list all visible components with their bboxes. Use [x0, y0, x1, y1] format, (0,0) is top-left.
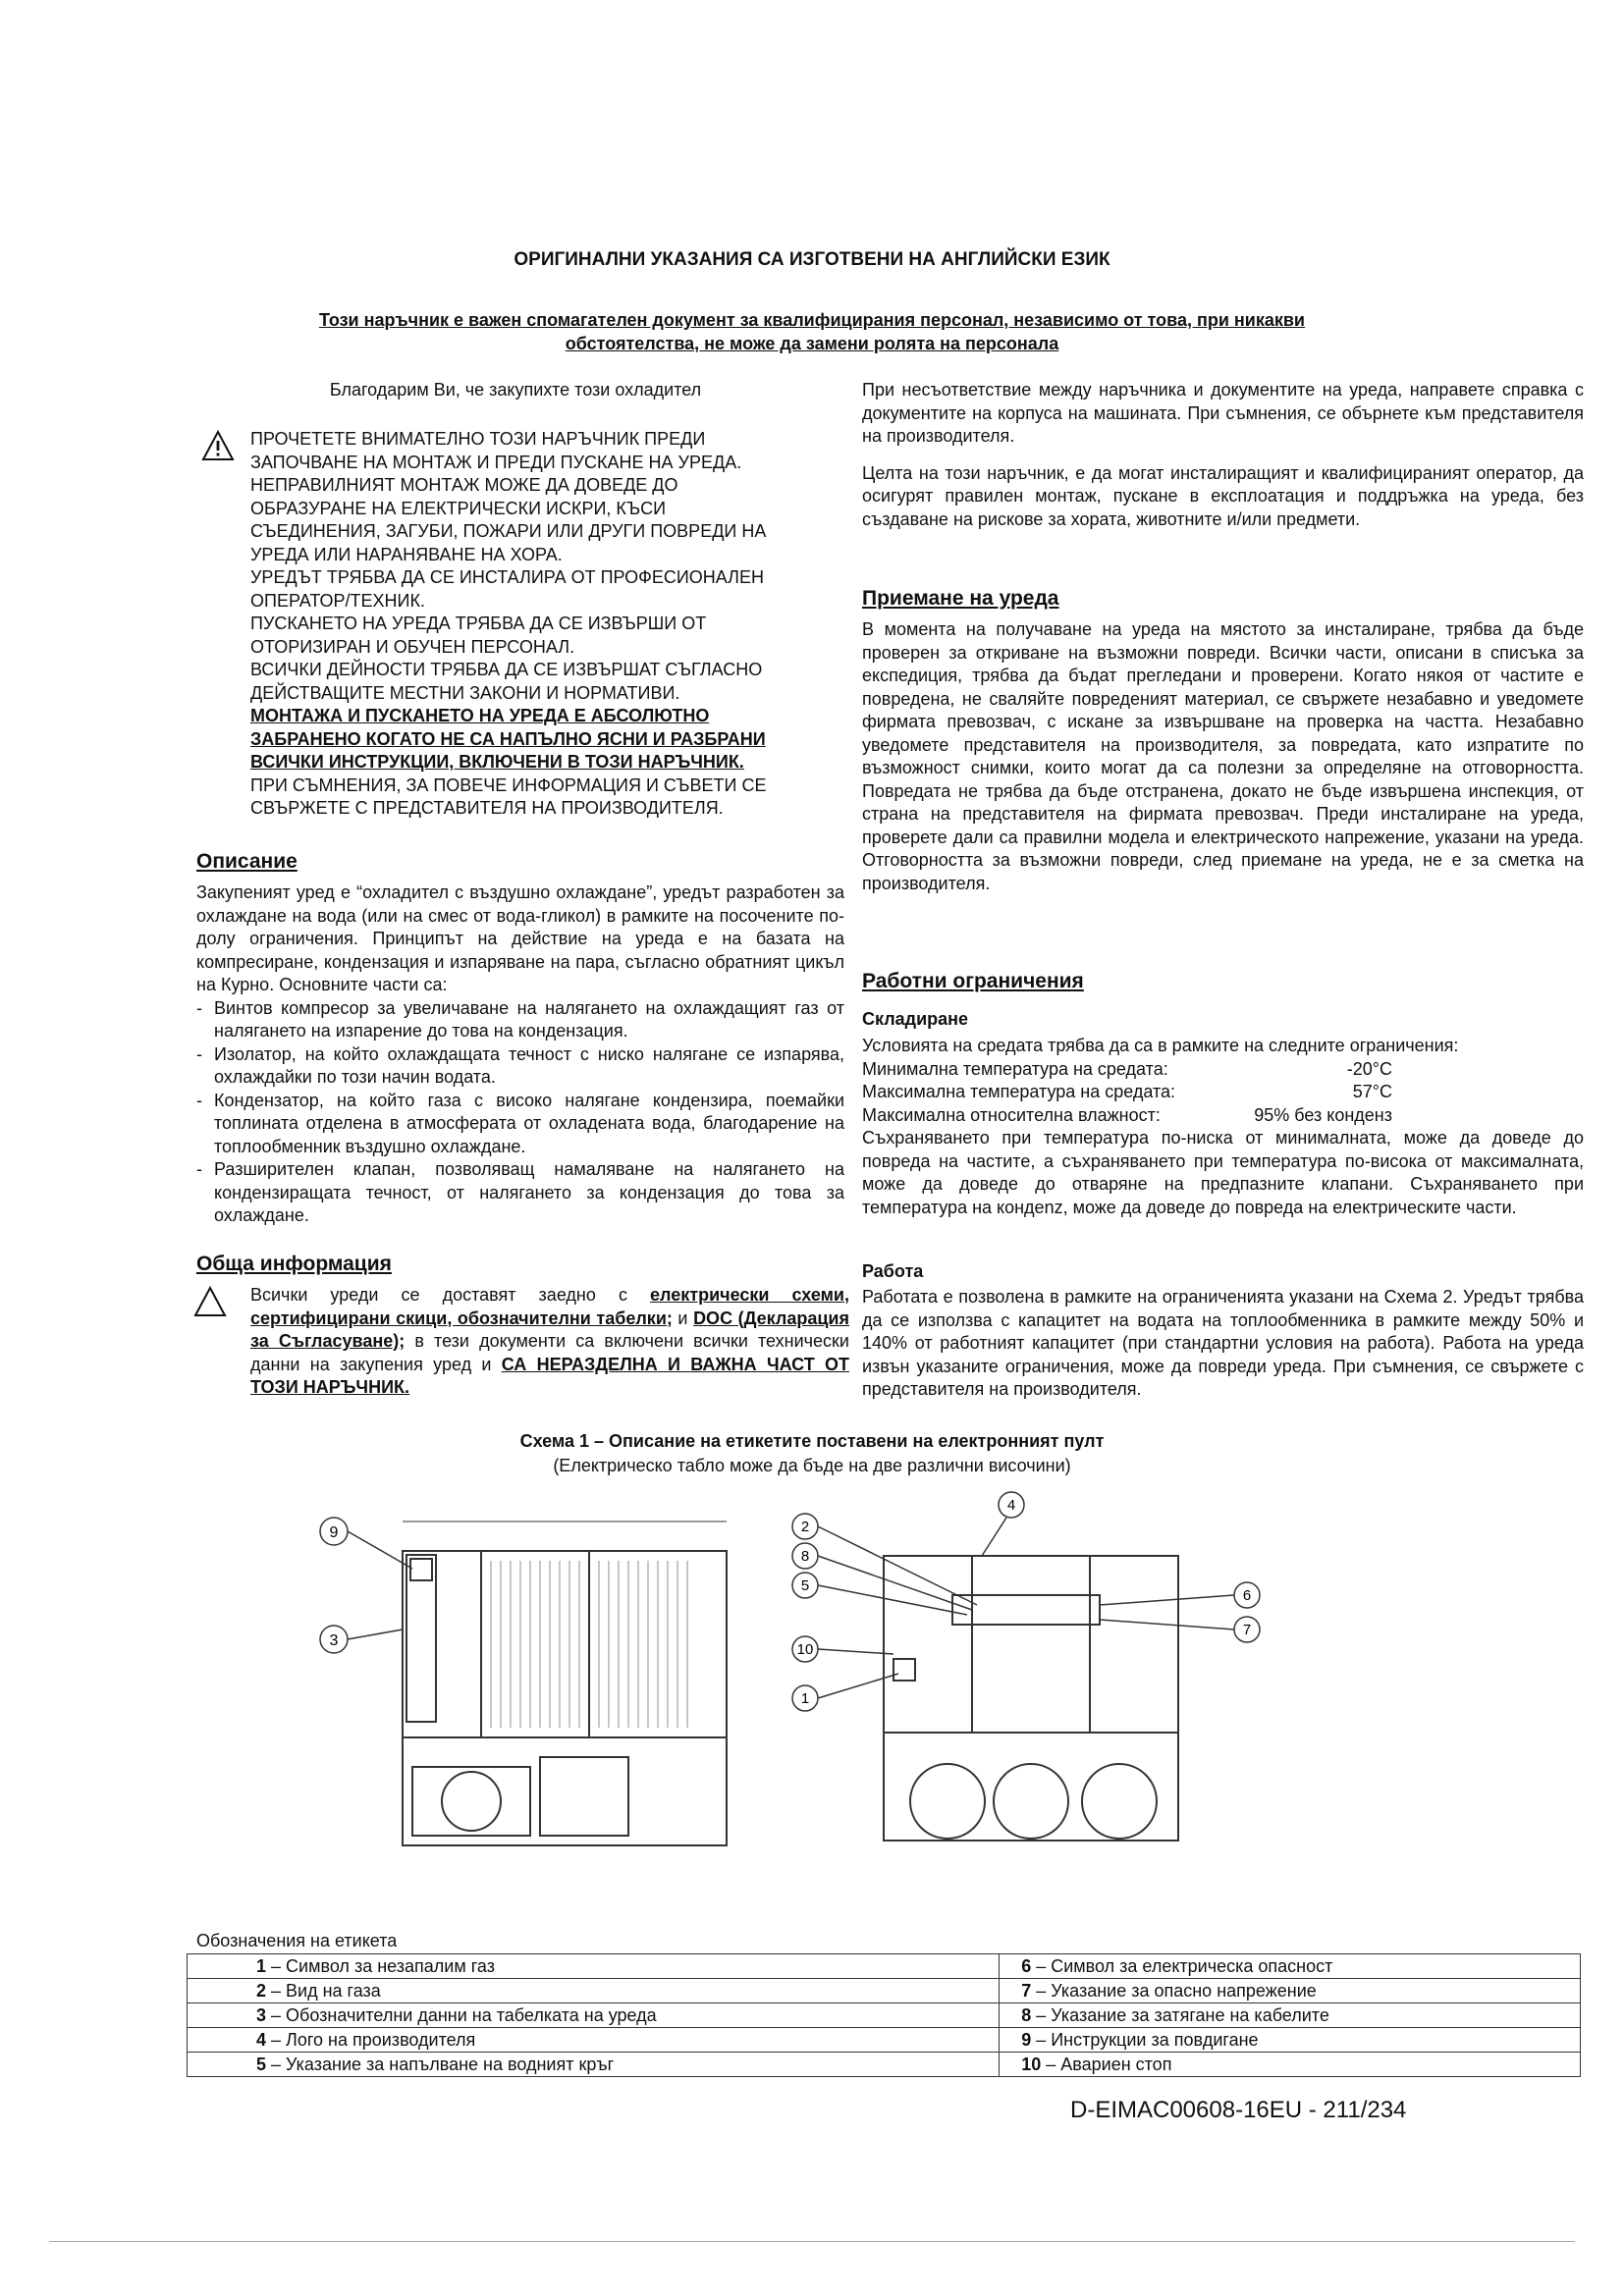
- intro-paragraph-1: При несъответствие между наръчника и документите на уреда, направете справка с документите на корпуса на машината. При съмнения, се обърнете към представителя на производителя.: [862, 380, 1584, 446]
- condition-label: Минимална температура на средата:: [862, 1058, 1168, 1079]
- table-cell: 4 – Лого на производителя: [188, 2028, 1000, 2053]
- callout-label: 5: [800, 1577, 810, 1594]
- description-heading: Описание: [196, 850, 298, 873]
- legend-text: Указание за напълване на водният кръг: [286, 2054, 615, 2074]
- general-doc-declaration: DOC (Декларация за Съгласуване);: [250, 1308, 849, 1351]
- legend-number: 9: [1021, 2029, 1032, 2050]
- callout-label: 6: [1242, 1587, 1252, 1604]
- condition-value: 95% без конденз: [1254, 1104, 1392, 1125]
- warning-line: УРЕДЪТ ТРЯБВА ДА СЕ ИНСТАЛИРА ОТ ПРОФЕСИОНАЛЕН: [250, 567, 765, 587]
- warning-line: ВСИЧКИ ДЕЙНОСТИ ТРЯБВА ДА СЕ ИЗВЪРШАТ СЪГЛАСНО: [250, 660, 763, 679]
- table-cell: 3 – Обозначителни данни на табелката на уреда: [188, 2003, 1000, 2028]
- figure-title: Схема 1 – Описание на етикетите поставени на електронният пулт: [519, 1431, 1105, 1451]
- condition-label: Максимална температура на средата:: [862, 1082, 1176, 1101]
- list-item: - Изолатор, на който охлаждащата течност с ниско налягане се изпарява, охлаждайки по този начин водата.: [196, 1043, 844, 1090]
- page-footer-code: D-EIMAC00608-16EU - 211/234: [1070, 2097, 1407, 2123]
- legend-number: 10: [1021, 2054, 1042, 2074]
- list-item: - Разширителен клапан, позволяващ намаляване на налягането на кондензиращата течност, от налягането за кондензация до това за охлаждане.: [196, 1158, 844, 1228]
- document-title: ОРИГИНАЛНИ УКАЗАНИЯ СА ИЗГОТВЕНИ НА АНГЛИЙСКИ ЕЗИК: [514, 249, 1110, 270]
- callout-label: 9: [329, 1524, 339, 1541]
- conditions-list: [862, 1058, 1392, 1128]
- warning-bold-line: ЗАБРАНЕНО КОГАТО НЕ СА НАПЪЛНО ЯСНИ И РАЗБРАНИ: [250, 728, 766, 749]
- legend-number: 3: [256, 2004, 267, 2025]
- warning-line: ОПЕРАТОР/ТЕХНИК.: [250, 590, 425, 611]
- legend-number: 7: [1021, 1980, 1032, 2001]
- warning-icon: [201, 430, 235, 461]
- warning-tail-line: ПРИ СЪМНЕНИЯ, ЗА ПОВЕЧЕ ИНФОРМАЦИЯ И СЪВЕТИ СЕ: [250, 774, 767, 795]
- warning-bold-line: МОНТАЖА И ПУСКАНЕТО НА УРЕДА Е АБСОЛЮТНО: [250, 706, 710, 725]
- callout-label: 2: [800, 1519, 810, 1535]
- general-important-note: СА НЕРАЗДЕЛНА И ВАЖНА ЧАСТ ОТ ТОЗИ НАРЪЧНИК.: [250, 1354, 849, 1397]
- unit-front-view-drawing: [776, 1487, 1286, 1870]
- table-row: [188, 2053, 1581, 2077]
- operation-section: [862, 1286, 1584, 1402]
- table-cell: 7 – Указание за опасно напрежение: [1000, 1979, 1581, 2003]
- table-cell: 1 – Символ за незапалим газ: [188, 1954, 1000, 1979]
- description-section: [196, 881, 844, 1228]
- condition-label: Максимална относителна влажност:: [862, 1104, 1161, 1125]
- warning-line: ПРОЧЕТЕТЕ ВНИМАТЕЛНО ТОЗИ НАРЪЧНИК ПРЕДИ: [250, 429, 706, 449]
- legend-text: Указание за опасно напрежение: [1051, 1980, 1317, 2001]
- receipt-paragraph: В момента на получаване на уреда на мястото за инсталиране, трябва да бъде проверен за откриване на възможни повреди. Всички части, описани в списъка за експедиция, трябва да бъдат прегледани и проверени. Когато някоя от частите е повредена, не сваляйте повреденият материал, се свържете незабавно и уведомете фирмата превозвач, с искане за извършване на проверка на частта. Незабавно уведомете представителя на производителя, за повредата, като изпратите по възможност снимки, които могат да са полезни за определяне на отговорността. Повредата не трябва да бъде отстранена, докато не бъде извършена инспекция, от страна на представителя на фирмата превозвач. Преди инсталиране на уреда, проверете дали са правилни модела и електрическото напрежение, указани на уреда. Отговорността за възможни повреди, след приемане на уреда, не е за сметка на производителя.: [862, 619, 1584, 893]
- operation-heading: Работа: [862, 1261, 924, 1281]
- warning-tail-line: СВЪРЖЕТЕ С ПРЕДСТАВИТЕЛЯ НА ПРОИЗВОДИТЕЛЯ.: [250, 798, 724, 818]
- condition-value: 57°C: [1352, 1082, 1392, 1101]
- general-info-text: [250, 1284, 849, 1400]
- warning-line: ЗАПОЧВАНЕ НА МОНТАЖ И ПРЕДИ ПУСКАНЕ НА УРЕДА.: [250, 452, 742, 472]
- right-intro: [862, 379, 1584, 531]
- condition-value: -20°C: [1346, 1058, 1392, 1079]
- general-text-part: и: [672, 1308, 694, 1328]
- operation-text: Работата е позволена в рамките на ограниченията указани на Схема 2. Уредът трябва да се използва с капацитет на водата на топлообменника в рамките между 50% и 140% от работният капацитет (при стандартни условия на работа). Работа на уреда извън указаните ограничения, може да повреди уреда. При съмнения, се свържете с представителя на производителя.: [862, 1287, 1584, 1399]
- table-cell: 8 – Указание за затягане на кабелите: [1000, 2003, 1581, 2028]
- table-row: [188, 1954, 1581, 1979]
- table-row: [188, 2003, 1581, 2028]
- thanks-text: Благодарим Ви, че закупихте този охладител: [329, 380, 702, 400]
- footer-divider: [49, 2241, 1575, 2242]
- storage-text: Съхраняването при температура по-ниска от минималната, може да доведе до повреда на частите, а съхраняването при температура по-висока от максималната, може да доведе до отваряне на предпазните клапани. Съхраняването при температура на кондenz, може да доведе до повреда на електрическите части.: [862, 1128, 1584, 1217]
- table-cell: 9 – Инструкции за повдигане: [1000, 2028, 1581, 2053]
- figure-subtitle: (Електрическо табло може да бъде на две различни височини): [553, 1456, 1071, 1475]
- storage-heading: Складиране: [862, 1009, 969, 1029]
- warning-line: СЪЕДИНЕНИЯ, ЗАГУБИ, ПОЖАРИ ИЛИ ДРУГИ ПОВРЕДИ НА: [250, 521, 767, 541]
- document-subtitle-line2: обстоятелства, не може да замени ролята на персонала: [565, 334, 1059, 353]
- legend-text: Инструкции за повдигане: [1051, 2029, 1259, 2050]
- table-cell: 5 – Указание за напълване на водният кръг: [188, 2053, 1000, 2077]
- legend-text: Символ за незапалим газ: [286, 1955, 495, 1976]
- warning-line: НЕПРАВИЛНИЯТ МОНТАЖ МОЖЕ ДА ДОВЕДЕ ДО: [250, 475, 678, 495]
- legend-text: Указание за затягане на кабелите: [1051, 2004, 1329, 2025]
- document-subtitle-line1: Този наръчник е важен спомагателен документ за квалифицирания персонал, независимо от това, при никакви: [318, 310, 1305, 330]
- general-text-part: Всички уреди се доставят заедно с: [250, 1285, 651, 1305]
- receipt-text: [862, 618, 1584, 895]
- table-cell: 2 – Вид на газа: [188, 1979, 1000, 2003]
- legend-text: Обозначителни данни на табелката на уреда: [286, 2004, 657, 2025]
- warning-bold-line: ВСИЧКИ ИНСТРУКЦИИ, ВКЛЮЧЕНИ В ТОЗИ НАРЪЧНИК.: [250, 752, 744, 772]
- table-row: [188, 1979, 1581, 2003]
- list-item: - Кондензатор, на който газа с високо налягане кондензира, поемайки топлината отделена в атмосферата от охладената вода, благодарение на топлообменник въздушно охлаждане.: [196, 1090, 844, 1159]
- description-list: [196, 997, 844, 1228]
- legend-number: 1: [256, 1955, 267, 1976]
- warning-line: ПУСКАНЕТО НА УРЕДА ТРЯБВА ДА СЕ ИЗВЪРШИ ОТ: [250, 614, 707, 633]
- legend-text: Вид на газа: [286, 1980, 381, 2001]
- legend-number: 4: [256, 2029, 267, 2050]
- callout-label: 4: [1006, 1497, 1016, 1514]
- general-text-part: в тези документи са включени всички технически данни на закупения уред и: [250, 1331, 849, 1374]
- legend-text: Символ за електрическа опасност: [1051, 1955, 1333, 1976]
- general-docs-list: електрически схеми, сертифицирани скици, обозначителни табелки;: [250, 1285, 850, 1328]
- receipt-heading: Приемане на уреда: [862, 587, 1059, 610]
- table-cell: 6 – Символ за електрическа опасност: [1000, 1954, 1581, 1979]
- warning-line: ДЕЙСТВАЩИТЕ МЕСТНИ ЗАКОНИ И НОРМАТИВИ.: [250, 682, 680, 703]
- warning-line: УРЕДА ИЛИ НАРАНЯВАНЕ НА ХОРА.: [250, 544, 563, 564]
- legend-table: [187, 1953, 1581, 2077]
- warning-block: [250, 428, 859, 821]
- storage-section: [862, 1035, 1584, 1219]
- legend-number: 6: [1021, 1955, 1032, 1976]
- callout-label: 10: [796, 1641, 814, 1658]
- intro-paragraph-2: Целта на този наръчник, е да могат инсталиращият и квалифицираният оператор, да осигурят правилен монтаж, пускане в експлоатация и поддръжка на уреда, без създаване на рискове за хората, животните и/или предмети.: [862, 462, 1584, 529]
- legend-number: 2: [256, 1980, 267, 2001]
- callout-label: 8: [800, 1548, 810, 1565]
- legend-number: 8: [1021, 2004, 1032, 2025]
- list-item: - Винтов компресор за увеличаване на налягането на охлаждащият газ от налягането на изпарение до това на кондензация.: [196, 997, 844, 1043]
- unit-side-view-drawing: [304, 1492, 746, 1865]
- callout-label: 1: [800, 1690, 810, 1707]
- warning-line: ОТОРИЗИРАН И ОБУЧЕН ПЕРСОНАЛ.: [250, 636, 575, 657]
- callout-label: 3: [329, 1632, 339, 1649]
- legend-number: 5: [256, 2054, 267, 2074]
- legend-text: Лого на производителя: [286, 2029, 476, 2050]
- limits-heading: Работни ограничения: [862, 970, 1084, 992]
- warning-line: ОБРАЗУРАНЕ НА ЕЛЕКТРИЧЕСКИ ИСКРИ, КЪСИ: [250, 498, 667, 518]
- table-cell: 10 – Авариен стоп: [1000, 2053, 1581, 2077]
- callout-label: 7: [1242, 1622, 1252, 1638]
- storage-intro: Условията на средата трябва да са в рамките на следните ограничения:: [862, 1036, 1459, 1055]
- legend-text: Авариен стоп: [1060, 2054, 1172, 2074]
- table-row: [188, 2028, 1581, 2053]
- warning-icon: [193, 1286, 227, 1317]
- legend-caption: Обозначения на етикета: [196, 1931, 398, 1950]
- description-text: Закупеният уред е “охладител с въздушно охлаждане”, уредът разработен за охлаждане на вода (или на смес от вода-гликол) в рамките на посочените по-долу ограничения. Принципът на действие на уреда е на базата на компресиране, кондензация и изпаряване на пара, съгласно обратният цикъл на Курно. Основните части са:: [196, 882, 844, 994]
- general-info-heading: Обща информация: [196, 1253, 392, 1275]
